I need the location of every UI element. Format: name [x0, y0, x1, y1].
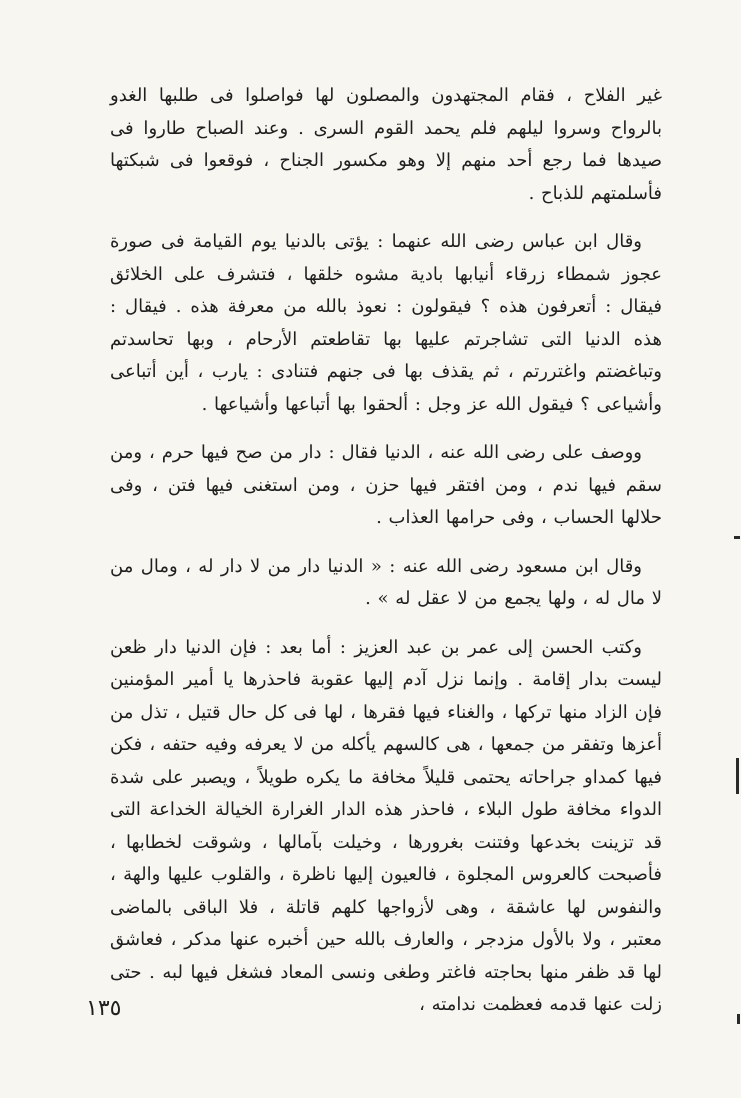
scan-edge-mark	[736, 758, 739, 794]
paragraph-2: وقال ابن عباس رضى الله عنهما : يؤتى بالدنيا يوم القيامة فى صورة عجوز شمطاء زرقاء أنيابها بادية مشوه خلقها ، فتشرف على الخلائق فيقال : أتعرفون هذه ؟ فيقولون : نعوذ بالله من معرفة هذه . فيقال : هذه الدنيا التى تشاجرتم عليها بها تقاطعتم الأرحام ، وبها تحاسدتم وتباغضتم واغتررتم ، ثم يقذف بها فى جنهم فتنادى : يارب ، أين أتباعى وأشياعى ؟ فيقول الله عز وجل : ألحقوا بها أتباعها وأشياعها .	[110, 231, 662, 415]
paragraph-1: غير الفلاح ، فقام المجتهدون والمصلون لها فواصلوا فى طلبها الغدو بالرواح وسروا ليلهم فلم يحمد القوم السرى . وعند الصباح طاروا فى صيدها فما رجع أحد منهم إلا وهو مكسور الجناح ، فوقعوا فى شبكتها فأسلمتهم للذباح .	[110, 85, 662, 204]
paragraph-5: وكتب الحسن إلى عمر بن عبد العزيز : أما بعد : فإن الدنيا دار ظعن ليست بدار إقامة . وإنما نزل آدم إليها عقوبة فاحذرها يا أمير المؤمنين فإن الزاد منها تركها ، والغناء فيها فقرها ، لها فى كل حال قتيل ، تذل من أعزها وتفقر من جمعها ، هى كالسهم يأكله من لا يعرفه وفيه حتفه ، فكن فيها كمداو جراحاته يحتمى قليلاً مخافة ما يكره طويلاً ، ويصبر على شدة الدواء مخافة طول البلاء ، فاحذر هذه الدار الغرارة الخيالة الخداعة التى قد تزينت بخدعها وفتنت بغرورها ، وخيلت بآمالها ، وشوقت لخطابها ، فأصبحت كالعروس المجلوة ، فالعيون إليها ناظرة ، والقلوب عليها والهة ، والنفوس لها عاشقة ، وهى لأزواجها كلهم قاتلة ، فلا الباقى بالماضى معتبر ، ولا بالأول مزدجر ، والعارف بالله حين أخبره عنها مدكر ، فعاشق لها قد ظفر منها بحاجته فاغتر وطغى ونسى المعاد فشغل فيها لبه . حتى زلت عنها قدمه فعظمت ندامته ،	[110, 636, 662, 1015]
scan-edge-mark	[737, 1014, 740, 1024]
scan-edge-mark	[734, 536, 740, 539]
paragraph-4: وقال ابن مسعود رضى الله عنه : « الدنيا دار من لا دار له ، ومال من لا مال له ، ولها يجمع من لا عقل له » .	[110, 555, 662, 609]
paragraph-3: ووصف على رضى الله عنه ، الدنيا فقال : دار من صح فيها حرم ، ومن سقم فيها ندم ، ومن افتقر فيها حزن ، ومن استغنى فيها فتن ، وفى حلالها الحساب ، وفى حرامها العذاب .	[110, 442, 662, 528]
page-number: ١٣٥	[86, 996, 122, 1021]
page-body-text	[110, 80, 662, 1022]
